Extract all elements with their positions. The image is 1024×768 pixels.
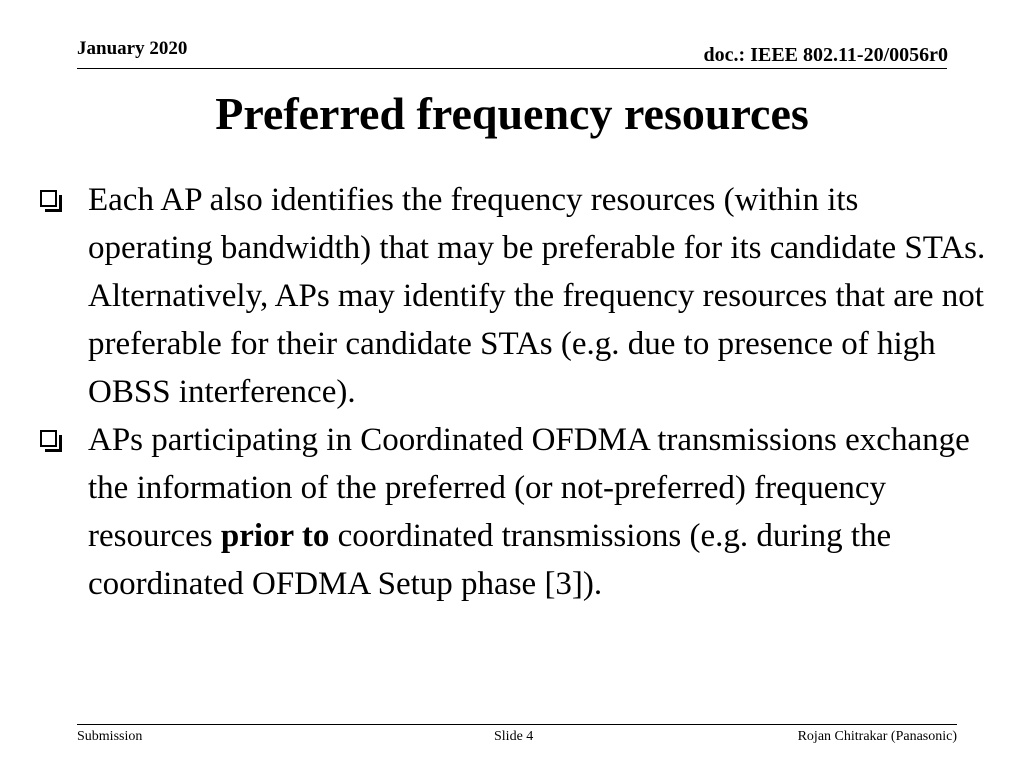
checkbox-bullet-icon [40, 430, 57, 447]
slide-body [38, 176, 988, 608]
slide-title: Preferred frequency resources [215, 88, 809, 139]
checkbox-bullet-icon [40, 190, 57, 207]
footer-submission: Submission [77, 729, 143, 744]
header-doc-id: doc.: IEEE 802.11-20/0056r0 [703, 44, 948, 66]
header-date: January 2020 [77, 38, 188, 59]
bullet-text-end: coordinated transmissions (e.g. during the coordinated OFDMA Setup phase [3]). [88, 518, 892, 602]
bullet-text-start: APs participating in Coordinated OFDMA transmissions exchange the information of the preferred (or not-preferred) frequency resources [88, 422, 970, 554]
footer-slide-number: Slide 4 [494, 729, 534, 744]
bullet-text: Each AP also identifies the frequency resources (within its operating bandwidth) that may be preferable for its candidate STAs. Alternatively, APs may identify the frequency resources that are not preferable for their candidate STAs (e.g. due to presence of high OBSS interference). [88, 182, 986, 410]
footer-divider [77, 724, 957, 725]
bullet-item [38, 176, 988, 416]
bullet-text-bold: prior to [220, 518, 330, 554]
footer-author: Rojan Chitrakar (Panasonic) [797, 729, 957, 744]
bullet-item [38, 416, 988, 608]
header-divider [77, 68, 947, 69]
